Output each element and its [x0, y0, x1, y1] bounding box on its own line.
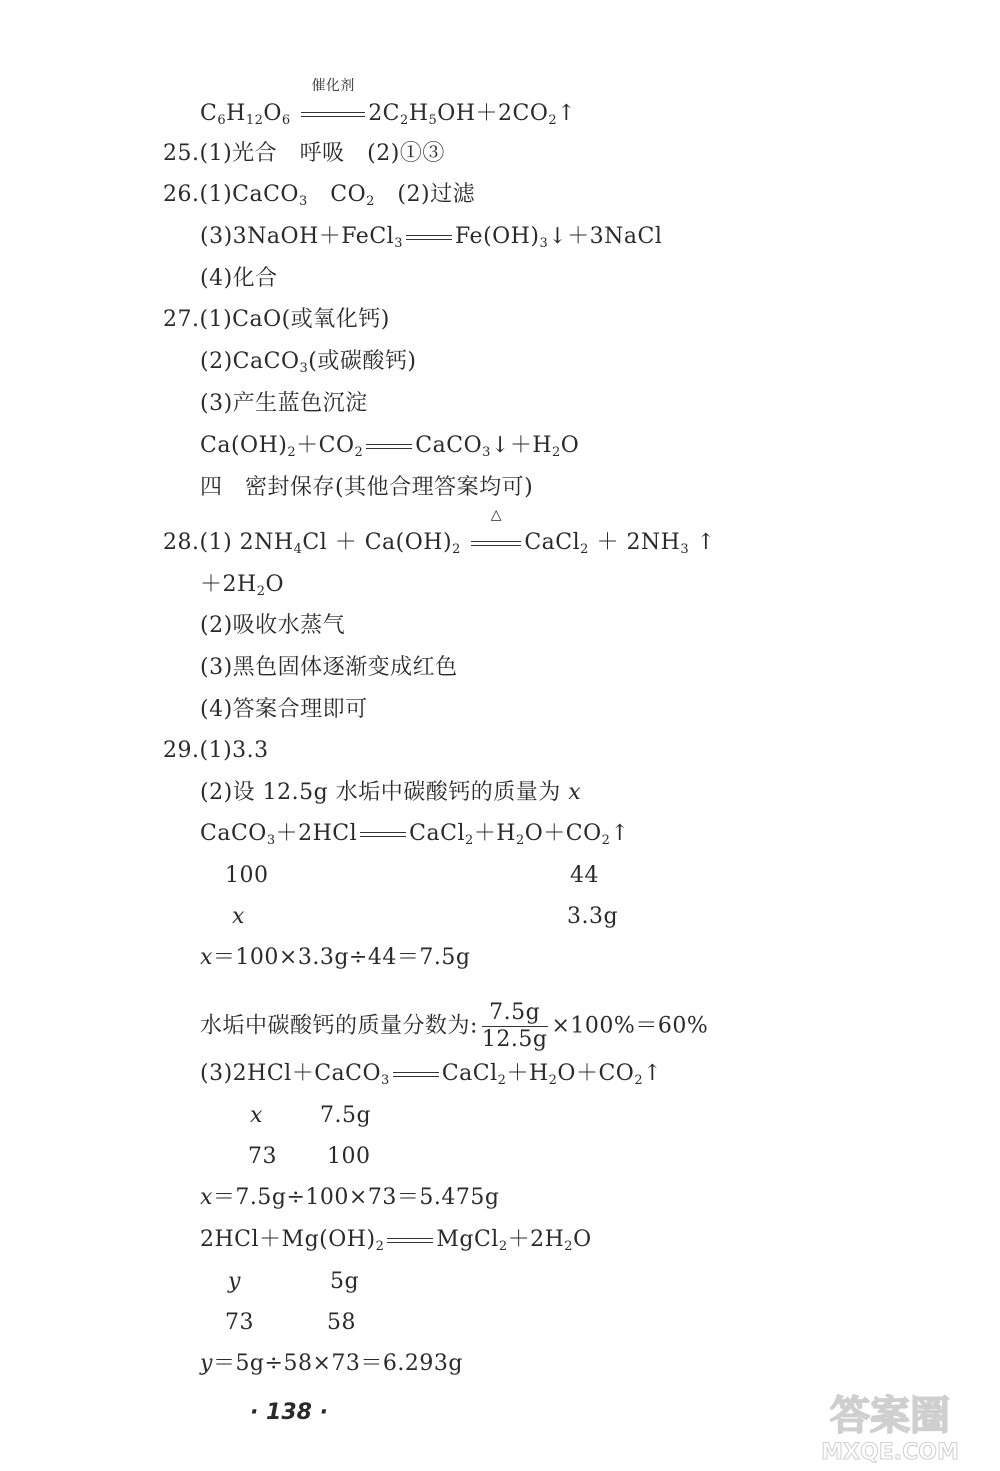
ratio-row-5a: y [228, 1269, 241, 1294]
ratio-row-6b: 58 [327, 1310, 356, 1335]
ratio-row-5b: 5g [330, 1269, 360, 1294]
ratio-row-1b: 44 [570, 863, 599, 888]
heat-condition: △ [468, 529, 524, 557]
equation-29-3b: $2HCl+Mg(OH)_2$ $MgCl_2+2H_2O$ [200, 1227, 592, 1254]
calc-x: x＝100×3.3g÷44＝7.5g [200, 945, 471, 970]
answer-28-3: (3)黑色固体逐渐变成红色 [200, 655, 458, 680]
ratio-row-4a: 73 [248, 1144, 277, 1169]
answer-28-2: (2)吸收水蒸气 [200, 613, 346, 638]
answer-26-3: (3)3NaOH＋FeCl$_3$ $Fe(OH)_3↓+3NaCl$ [200, 224, 663, 251]
equation-fermentation: $C_6H_{12}O_6$ 催化剂 $2C_2H_5OH+2CO_2↑$ [200, 78, 577, 128]
ratio-row-2a: x [232, 904, 245, 929]
answer-25: 25.(1)光合 呼吸 (2)①③ [163, 141, 445, 166]
watermark-text-bottom: MXQE.COM [821, 1440, 959, 1465]
calc-x-2: x＝7.5g÷100×73＝5.475g [200, 1185, 500, 1210]
equation-29-3a: (3)2HCl＋CaCO$_3$ $CaCl_2+H_2O+CO_2↑$ [200, 1061, 663, 1088]
mass-fraction: 水垢中碳酸钙的质量分数为: $\frac{7.5g}{12.5g}$ ×100%＝60% [200, 1000, 709, 1052]
answer-26-4: (4)化合 [200, 266, 278, 291]
answer-27-2: (2)CaCO$_3$(或碳酸钙) [200, 349, 417, 376]
ratio-row-4b: 100 [327, 1144, 371, 1169]
answer-26-1: 26.(1)CaCO$_3$ $CO_2$ (2)过滤 [163, 182, 476, 209]
equation-29-2: CaCO$_3$＋2HCl $CaCl_2+H_2O+CO_2↑$ [200, 821, 630, 848]
fraction: $\frac{7.5g}{12.5g}$ [481, 1000, 548, 1052]
reaction-condition: 催化剂 [298, 100, 368, 128]
answer-27-4: 四 密封保存(其他合理答案均可) [200, 475, 534, 500]
ratio-row-6a: 73 [225, 1310, 254, 1335]
ratio-row-1a: 100 [225, 863, 269, 888]
equation-27: $Ca(OH)_2+CO_2$ $CaCO_3↓+H_2O$ [200, 433, 580, 460]
answer-27-3: (3)产生蓝色沉淀 [200, 391, 368, 416]
watermark-logo [790, 1385, 990, 1465]
answer-28-1: 28.(1) $2NH_4Cl + Ca(OH)_2$ △ CaCl$_2$ ＋ $2NH_3$ ↑ [163, 507, 716, 557]
answer-29-2: (2)设 12.5g 水垢中碳酸钙的质量为 x [200, 780, 582, 805]
watermark-text-top: 答案圈 [830, 1393, 950, 1439]
calc-y: y＝5g÷58×73＝6.293g [200, 1351, 463, 1376]
answer-27-1: 27.(1)CaO(或氧化钙) [163, 307, 390, 332]
answer-28-4: (4)答案合理即可 [200, 697, 368, 722]
answer-29-1: 29.(1)3.3 [163, 738, 269, 763]
page-number: · 138 · [250, 1400, 328, 1425]
ratio-row-3a: x [250, 1103, 263, 1128]
ratio-row-2b: 3.3g [567, 904, 619, 929]
ratio-row-3b: 7.5g [320, 1103, 372, 1128]
answer-28-1-cont: $+2H_2O$ [200, 572, 285, 599]
